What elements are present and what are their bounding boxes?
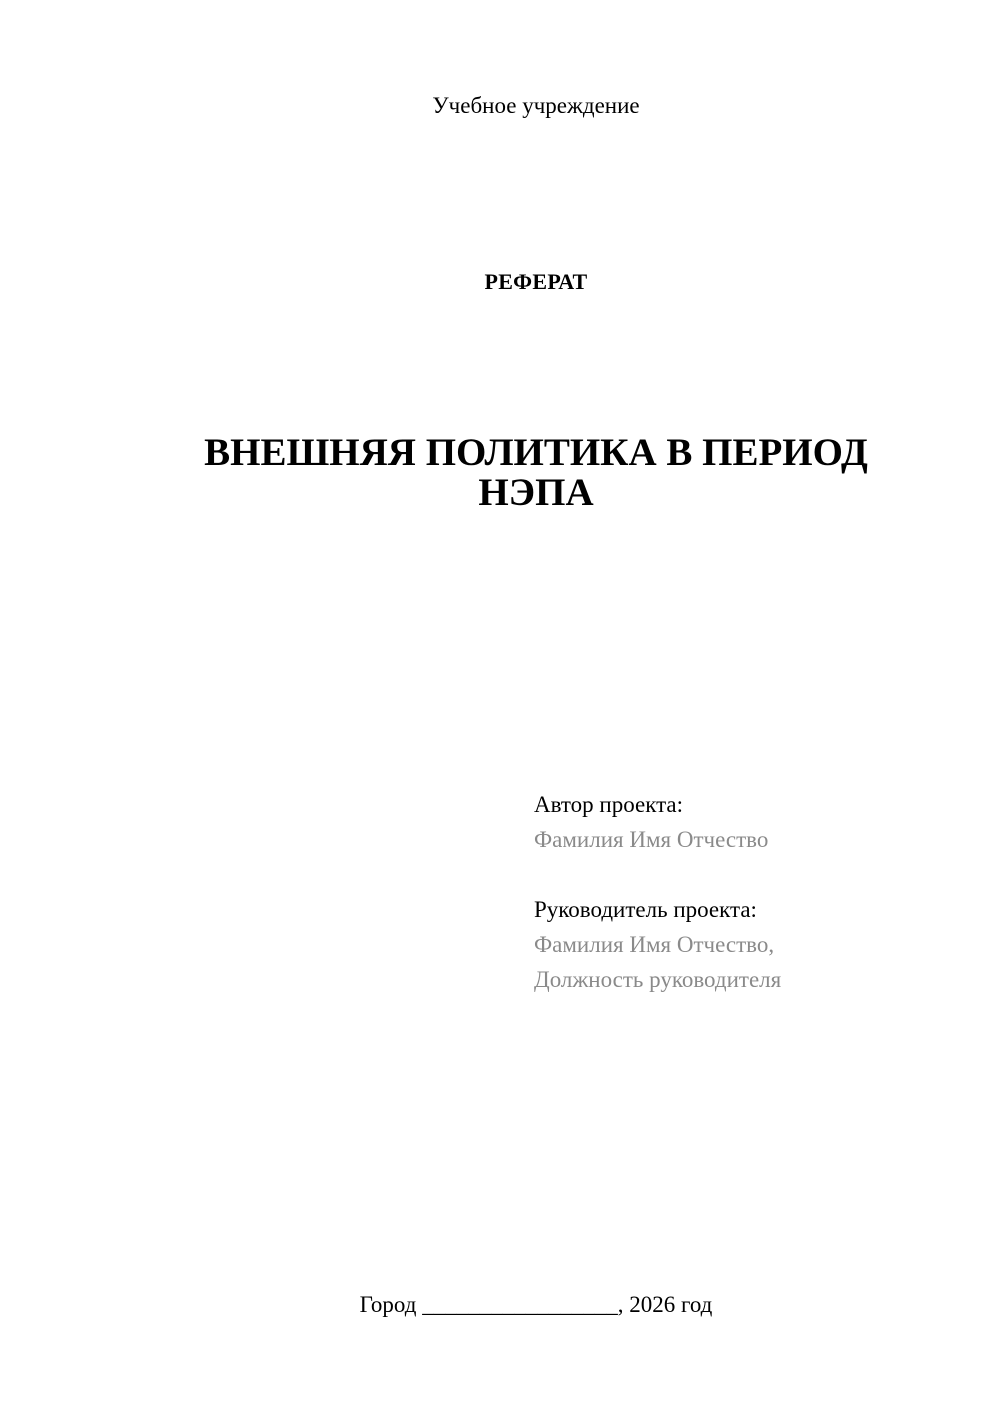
document-title-line-2: НЭПА	[478, 471, 594, 514]
document-type: РЕФЕРАТ	[484, 269, 588, 294]
supervisor-label: Руководитель проекта:	[534, 897, 757, 922]
city-year-line: Город _________________, 2026 год	[359, 1292, 713, 1317]
supervisor-name: Фамилия Имя Отчество,	[534, 932, 775, 957]
author-label: Автор проекта:	[534, 792, 683, 817]
institution-name: Учебное учреждение	[432, 93, 640, 118]
author-name: Фамилия Имя Отчество	[534, 827, 769, 852]
project-info-block	[534, 787, 974, 997]
spacer	[534, 857, 974, 892]
document-title	[180, 433, 892, 513]
supervisor-position: Должность руководителя	[534, 967, 782, 992]
document-title-line-1: ВНЕШНЯЯ ПОЛИТИКА В ПЕРИОД	[204, 431, 868, 474]
